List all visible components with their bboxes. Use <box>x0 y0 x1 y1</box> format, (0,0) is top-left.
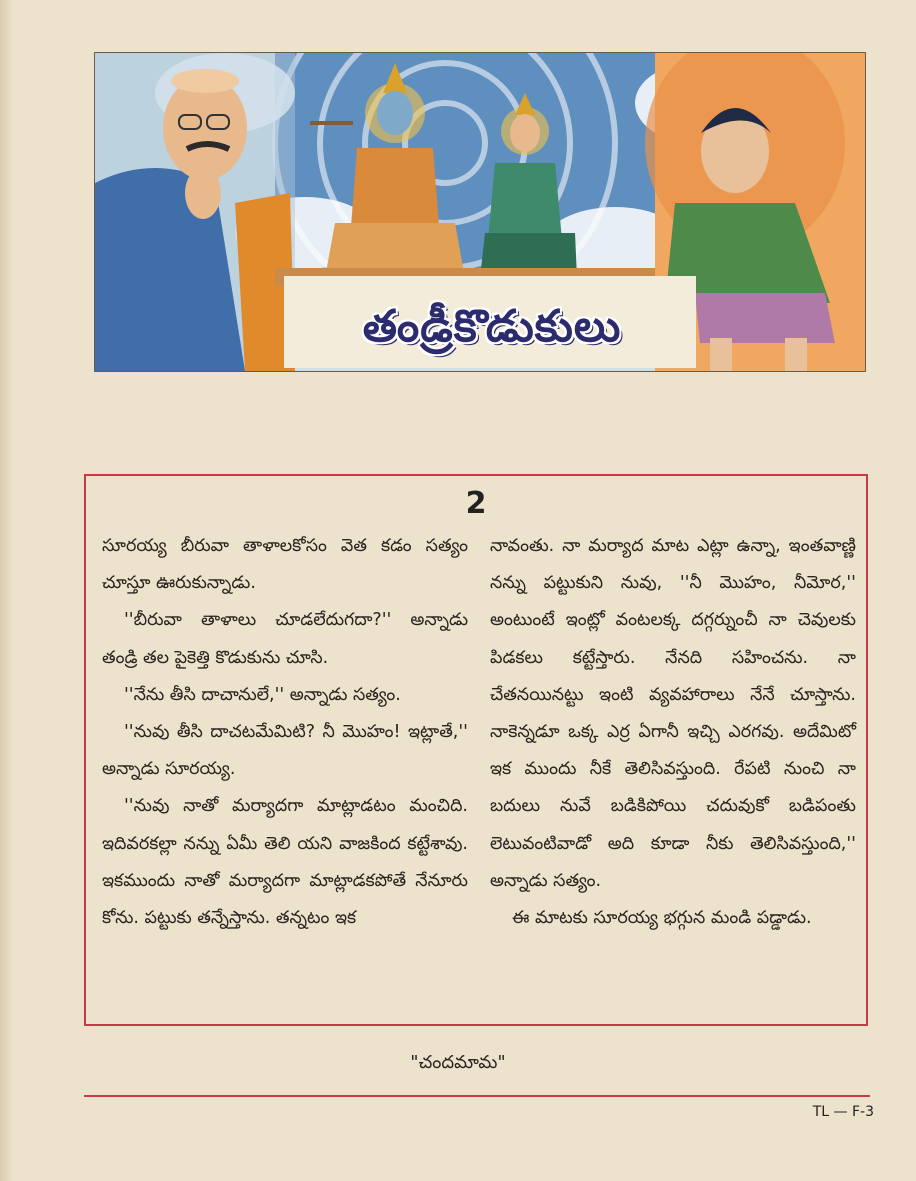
paragraph: ''బీరువా తాళాలు చూడలేదుగదా?'' అన్నాడు తండ్రి తల పైకెత్తి కొడుకును చూసి. <box>102 610 468 668</box>
right-column <box>490 528 856 937</box>
paragraph: ''నేను తీసి దాచానులే,'' అన్నాడు సత్యం. <box>124 684 401 705</box>
story-frame <box>84 474 868 1026</box>
paragraph: ''నువు నాతో మర్యాదగా మాట్లాడటం మంచిది. ఇదివరకల్లా నన్ను ఏమీ తెలి యని వాజకింద కట్టేశావు. ఇకముందు నాతో మర్యాదగా మాట్లాడకపోతే నేనూరు కోను. పట్టుకు తన్నేస్తాను. తన్నటం ఇక <box>102 796 468 929</box>
page-edge <box>0 0 14 1181</box>
chapter-number: 2 <box>465 486 487 521</box>
footer-rule <box>84 1095 870 1097</box>
paragraph: ''నువు తీసి దాచటమేమిటి? నీ మొహం! ఇట్లాతే,'' అన్నాడు సూరయ్య. <box>102 722 468 780</box>
paragraph: ఈ మాటకు సూరయ్య భగ్గున మండి పడ్డాడు. <box>512 908 812 929</box>
page-code: TL — F-3 <box>812 1104 874 1120</box>
paragraph: నావంతు. నా మర్యాద మాట ఎట్లా ఉన్నా, ఇంతవాణ్ణి నన్ను పట్టుకుని నువు, ''నీ మొహం, నీమోర,'' అంటుంటే ఇంట్లో వంటలక్క దగ్గర్నుంచీ నా చెవులకు పిడకలు కట్టేస్తారు. నేనది సహించను. నా చేతనయినట్టు ఇంటి వ్యవహారాలు నేనే చూస్తాను. నాకెన్నడూ ఒక్క ఎర్ర ఏగానీ ఇచ్చి ఎరగవు. అదేమిటో ఇక ముందు నీకే తెలిసివస్తుంది. రేపటి నుంచి నా బదులు నువే బడికిపోయి చదువుకో బడిపంతు లెటువంటివాడో అది కూడా నీకు తెలిసివస్తుంది,'' అన్నాడు సత్యం. <box>490 536 856 891</box>
left-column <box>102 528 468 937</box>
magazine-name: "చందమామ" <box>410 1052 506 1073</box>
father-figure <box>95 53 295 371</box>
story-title: తండ్రీకొడుకులు <box>362 301 622 352</box>
paragraph: సూరయ్య బీరువా తాళాలకోసం వెత కడం సత్యం చూస్తూ ఊరుకున్నాడు. <box>102 536 468 594</box>
